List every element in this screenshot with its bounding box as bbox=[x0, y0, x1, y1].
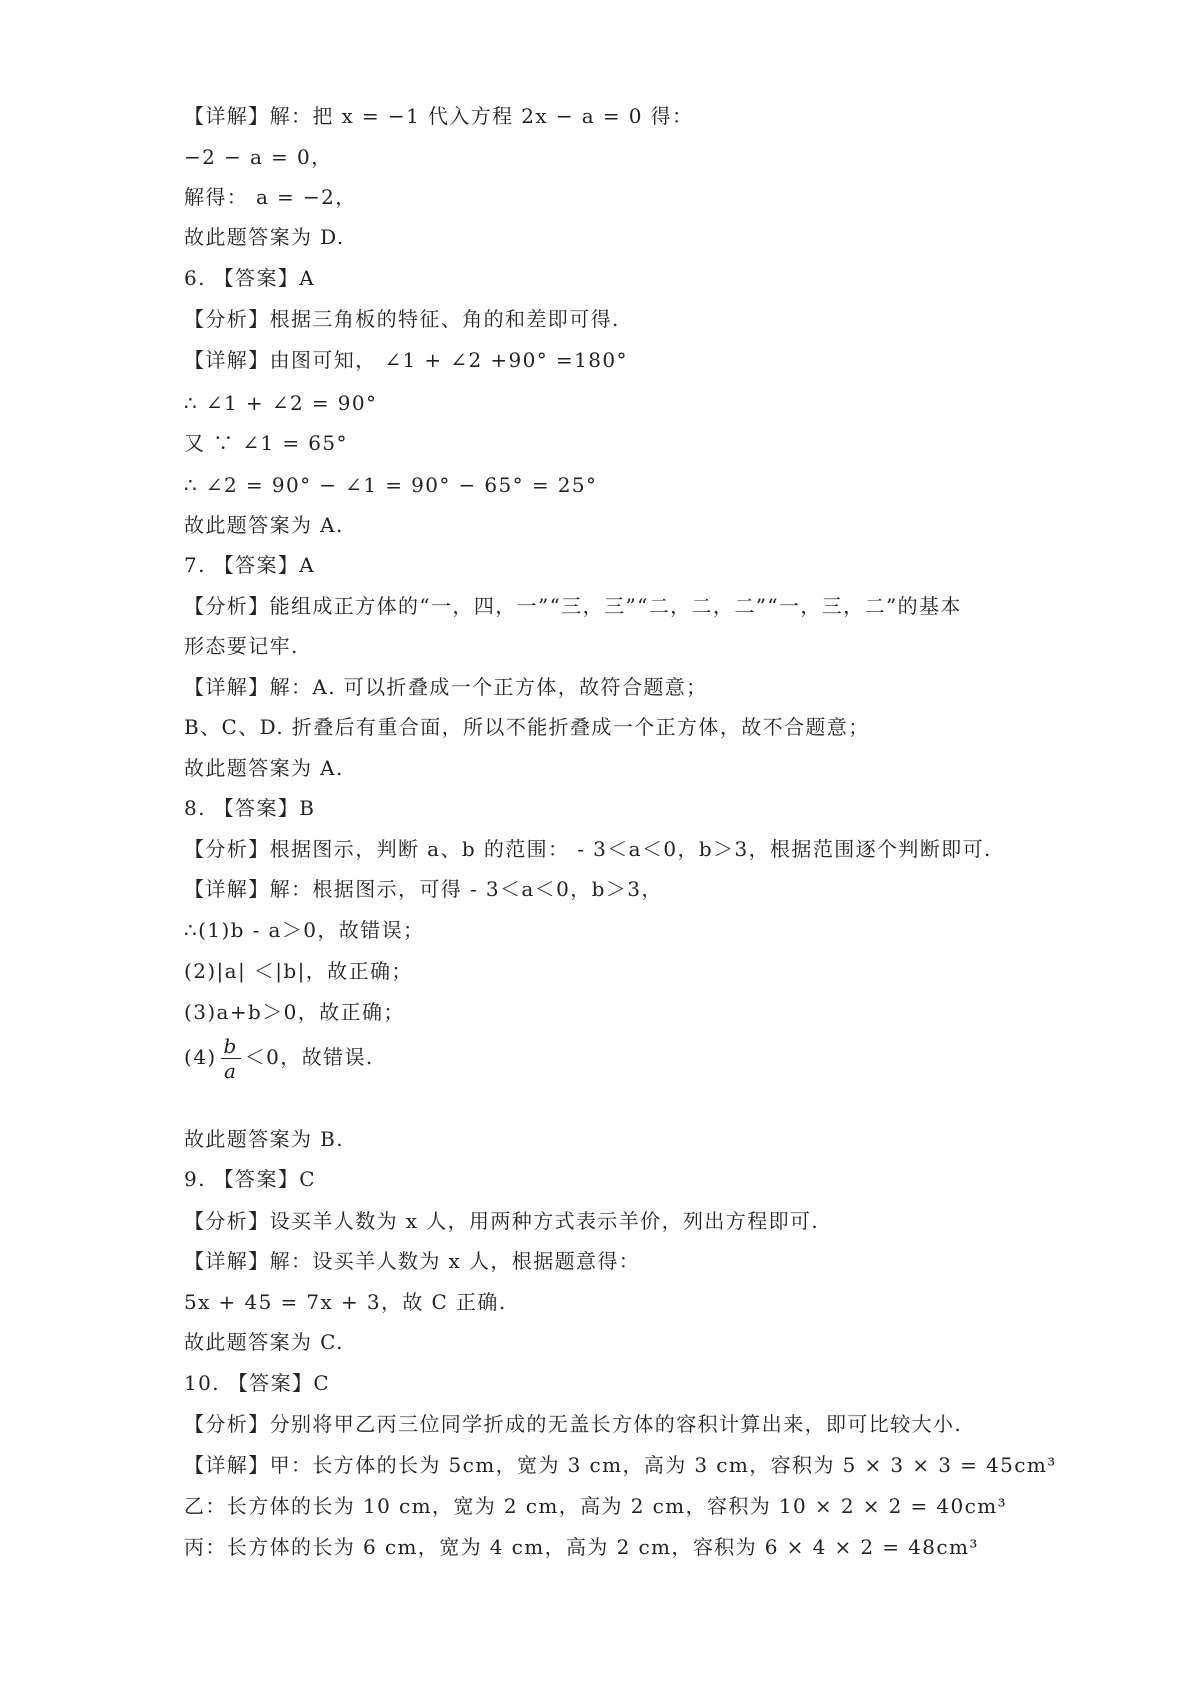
text-line: ∴(1)b - a＞0，故错误； bbox=[184, 918, 425, 942]
text-line: 【详解】甲：长方体的长为 5cm，宽为 3 cm，高为 3 cm，容积为 5 × 3 × 3 = 45cm³ bbox=[184, 1453, 1057, 1477]
text-line: ∴ ∠1 + ∠2 = 90° bbox=[184, 391, 378, 415]
text-line: 【分析】能组成正方体的“一，四，一”“三，三”“二，二，二”“一，三，二”的基本 bbox=[184, 594, 962, 618]
text-line: 9. 【答案】C bbox=[184, 1167, 316, 1191]
fraction-numerator: b bbox=[221, 1034, 241, 1059]
fraction bbox=[221, 1034, 241, 1083]
text-line: 7. 【答案】A bbox=[184, 553, 316, 577]
text-line: 故此题答案为 B. bbox=[184, 1127, 345, 1151]
text-line: 【详解】解：A. 可以折叠成一个正方体，故符合题意； bbox=[184, 675, 708, 699]
text-line: 形态要记牢. bbox=[184, 634, 299, 658]
text-line: 【详解】解：把 x = −1 代入方程 2x − a = 0 得： bbox=[184, 104, 694, 128]
text-line: 10. 【答案】C bbox=[184, 1371, 331, 1395]
text-line: 【详解】由图可知， ∠1 + ∠2 +90° =180° bbox=[184, 348, 628, 372]
text-line: 【分析】根据三角板的特征、角的和差即可得. bbox=[184, 307, 620, 331]
text-line: 乙：长方体的长为 10 cm，宽为 2 cm，高为 2 cm，容积为 10 × 2 × 2 = 40cm³ bbox=[184, 1494, 1008, 1518]
text-line: 故此题答案为 A. bbox=[184, 756, 344, 780]
fraction-line bbox=[184, 1034, 1064, 1094]
text-line: 5x + 45 = 7x + 3，故 C 正确. bbox=[184, 1290, 507, 1314]
text-line: ∴ ∠2 = 90° − ∠1 = 90° − 65° = 25° bbox=[184, 473, 598, 497]
text-line: 【分析】设买羊人数为 x 人，用两种方式表示羊价，列出方程即可. bbox=[184, 1209, 820, 1233]
text-line: 又 ∵ ∠1 = 65° bbox=[184, 431, 348, 455]
text-line: 【分析】分别将甲乙丙三位同学折成的无盖长方体的容积计算出来，即可比较大小. bbox=[184, 1412, 963, 1436]
text-line: 故此题答案为 C. bbox=[184, 1330, 344, 1354]
text-line: 丙：长方体的长为 6 cm，宽为 4 cm，高为 2 cm，容积为 6 × 4 × 2 = 48cm³ bbox=[184, 1535, 979, 1559]
text-line: −2 − a = 0， bbox=[184, 145, 333, 169]
text-line: 【详解】解：根据图示，可得 - 3＜a＜0，b＞3， bbox=[184, 877, 663, 901]
text-line: B、C、D. 折叠后有重合面，所以不能折叠成一个正方体，故不合题意； bbox=[184, 715, 870, 739]
text-line: 【详解】解：设买羊人数为 x 人，根据题意得： bbox=[184, 1249, 641, 1273]
fraction-prefix: (4) bbox=[184, 1045, 217, 1069]
text-line: (2)|a| ＜|b|，故正确； bbox=[184, 959, 413, 983]
text-line: 8. 【答案】B bbox=[184, 796, 316, 820]
text-line: 解得： a = −2， bbox=[184, 185, 357, 209]
text-line: (3)a+b＞0，故正确； bbox=[184, 1000, 405, 1024]
text-line: 故此题答案为 A. bbox=[184, 513, 344, 537]
text-line: 【分析】根据图示，判断 a、b 的范围： - 3＜a＜0，b＞3，根据范围逐个判断即可. bbox=[184, 837, 992, 861]
fraction-denominator: a bbox=[223, 1059, 238, 1083]
text-line: 6. 【答案】A bbox=[184, 266, 316, 290]
fraction-suffix: ＜0，故错误. bbox=[244, 1045, 374, 1069]
text-line: 故此题答案为 D. bbox=[184, 225, 345, 249]
